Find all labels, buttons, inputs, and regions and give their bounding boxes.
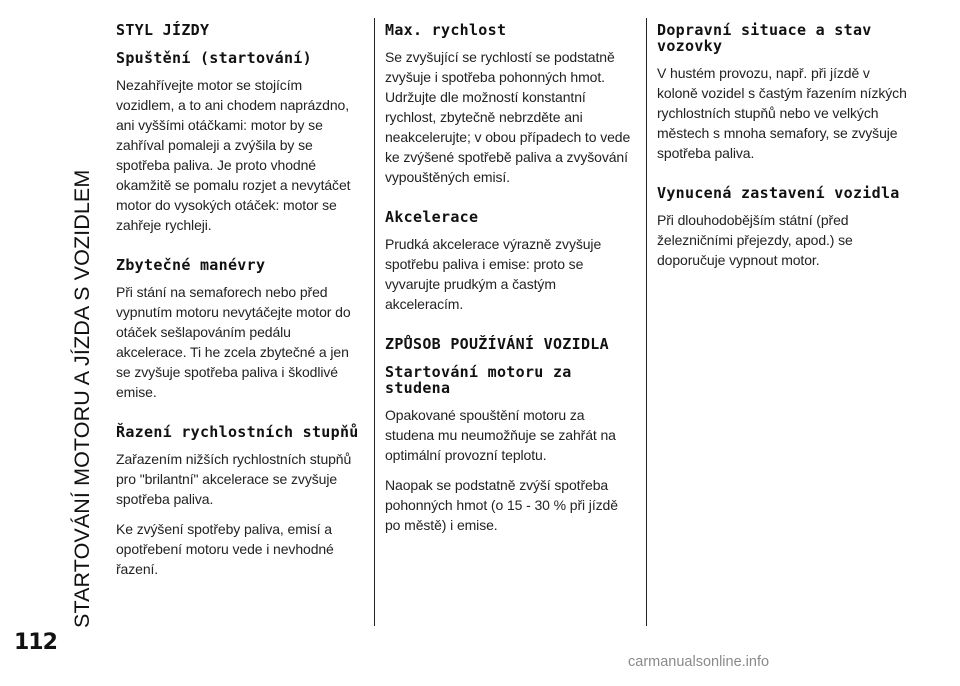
subheading: Startování motoru za studena <box>385 363 572 397</box>
paragraph: V hustém provozu, např. při jízdě v koloně vozidel s častým řazením nízkých rychlostních stupňů nebo ve velkých městech s mnoha semafory, se zvyšuje spotřeba paliva. <box>657 65 907 161</box>
paragraph: Opakované spouštění motoru za studena mu neumožňuje se zahřát na optimální provozní teplotu. <box>385 407 616 463</box>
paragraph: Při dlouhodobějším státní (před železničními přejezdy, apod.) se doporučuje vypnout motor. <box>657 212 853 268</box>
subheading: Spuštění (startování) <box>116 49 312 67</box>
section-heading: ZPŮSOB POUŽÍVÁNÍ VOZIDLA <box>385 335 609 353</box>
section-heading: STYL JÍZDY <box>116 21 210 39</box>
column-divider <box>646 18 647 626</box>
paragraph: Ke zvýšení spotřeby paliva, emisí a opotřebení motoru vede i nevhodné řazení. <box>116 521 334 577</box>
subheading: Zbytečné manévry <box>116 256 266 274</box>
subheading: Vynucená zastavení vozidla <box>657 184 900 202</box>
subheading: Dopravní situace a stav vozovky <box>657 21 872 55</box>
subheading: Akcelerace <box>385 208 479 226</box>
page-number: 112 <box>14 630 57 655</box>
paragraph: Naopak se podstatně zvýší spotřeba pohonných hmot (o 15 - 30 % při jízdě po městě) i emise. <box>385 477 618 533</box>
column-2 <box>385 22 633 545</box>
column-1 <box>116 22 361 589</box>
subheading: Max. rychlost <box>385 21 507 39</box>
paragraph: Nezahřívejte motor se stojícím vozidlem, a to ani chodem naprázdno, ani vyššími otáčkami: motor by se zahříval pomaleji a zvýšila by se spotřeba paliva. Je proto vhodné okamžitě se pomalu rozjet a nevytáčet motor do vysokých otáček: motor se zahřeje rychleji. <box>116 77 351 233</box>
chapter-side-title <box>70 10 105 628</box>
subheading: Řazení rychlostních stupňů <box>116 423 359 441</box>
watermark-text: carmanualsonline.info <box>628 654 770 670</box>
paragraph: Zařazením nižších rychlostních stupňů pro "brilantní" akcelerace se zvyšuje spotřeba paliva. <box>116 451 352 507</box>
column-3 <box>657 22 907 280</box>
column-divider <box>374 18 375 626</box>
paragraph: Při stání na semaforech nebo před vypnutím motoru nevytáčejte motor do otáček sešlapováním pedálu akcelerace. Ti he zcela zbytečné a jen se zvyšuje spotřeba paliva i škodlivé emise. <box>116 284 351 400</box>
paragraph: Se zvyšující se rychlostí se podstatně zvyšuje i spotřeba pohonných hmot. Udržujte dle možností konstantní rychlost, zbytečně nebrzděte ani neakcelerujte; v obou případech to vede ke zvýšené spotřebě paliva a zvyšování vypouštěných emisí. <box>385 49 631 185</box>
chapter-title-text: STARTOVÁNÍ MOTORU A JÍZDA S VOZIDLEM <box>70 169 94 628</box>
paragraph: Prudká akcelerace výrazně zvyšuje spotřebu paliva i emise: proto se vyvarujte prudkým a častým akceleracím. <box>385 236 602 312</box>
